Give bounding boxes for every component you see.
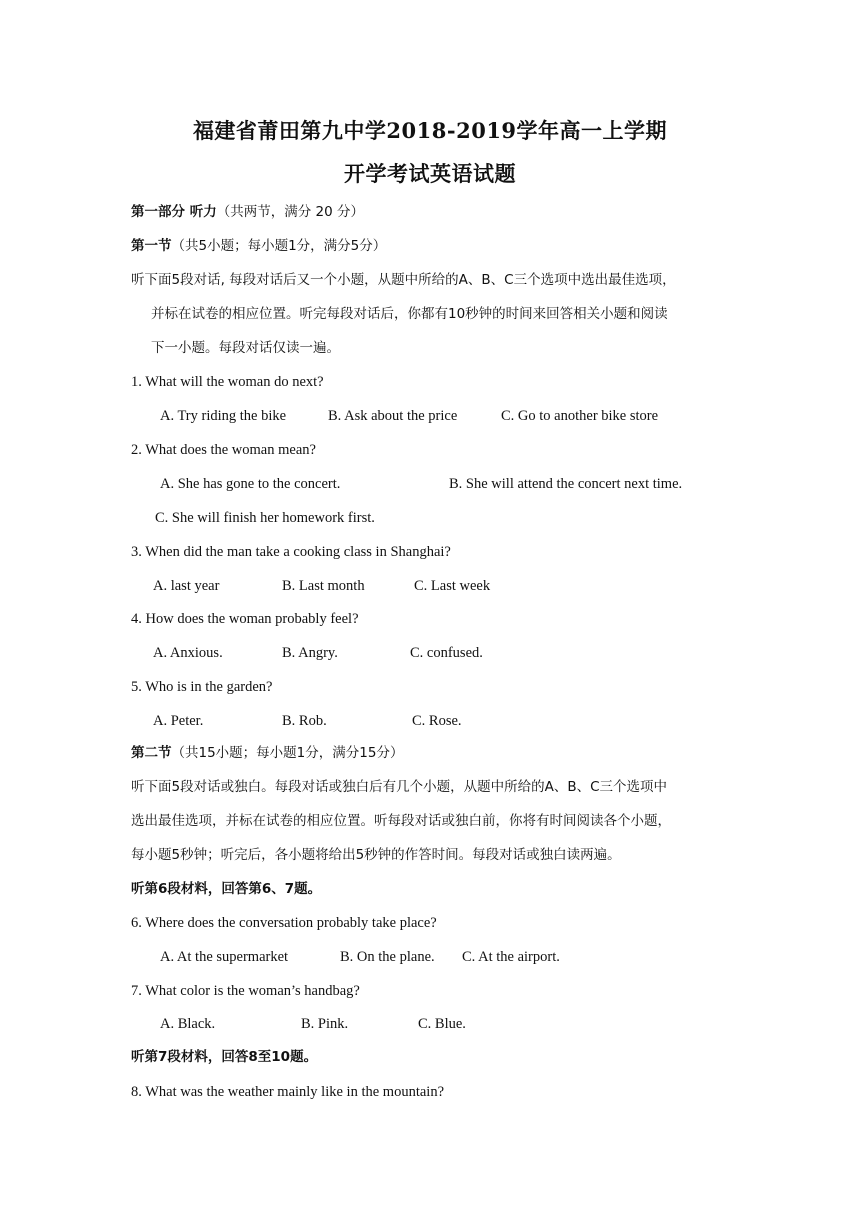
section1-instruction-line: 并标在试卷的相应位置。听完每段对话后，你都有10秒钟的时间来回答相关小题和阅读 (151, 306, 668, 322)
option-a: A. At the supermarket (160, 949, 289, 965)
option-b: B. Ask about the price (328, 408, 458, 424)
section1-instruction-line: 听下面5段对话, 每段对话后又一个小题，从题中所给的A、B、C三个选项中选出最佳选项， (131, 272, 676, 288)
question-stem: 7. What color is the woman’s handbag? (131, 983, 360, 999)
part1-heading-rest: （共两节，满分 20 分） (216, 204, 364, 220)
material-7-heading: 听第7段材料，回答8至10题。 (131, 1049, 318, 1065)
option-a: A. Peter. (153, 713, 204, 729)
exam-title-line1: 福建省莆田第九中学2018-2019学年高一上学期 (192, 118, 668, 143)
option-a: A. last year (153, 578, 220, 594)
section2-heading (131, 744, 403, 762)
option-b: B. On the plane. (340, 949, 435, 965)
section1-heading-rest: （共5小题；每小题1分，满分5分） (171, 238, 387, 254)
option-a: A. Anxious. (153, 645, 223, 661)
section2-heading-bold: 第二节 (131, 745, 172, 761)
section1-heading-bold: 第一节 (131, 238, 172, 254)
option-a: A. Try riding the bike (160, 408, 287, 424)
option-b: B. Angry. (282, 645, 338, 661)
part1-heading-bold: 第一部分 听力 (131, 204, 217, 220)
option-c: C. Go to another bike store (501, 408, 659, 424)
option-b: B. She will attend the concert next time. (449, 476, 683, 492)
question-stem: 2. What does the woman mean? (131, 442, 316, 458)
option-c: C. Last week (414, 578, 491, 594)
part1-heading (131, 203, 364, 221)
section2-instruction-line: 每小题5秒钟；听完后，各小题将给出5秒钟的作答时间。每段对话或独白读两遍。 (131, 847, 621, 863)
question-stem: 1. What will the woman do next? (131, 374, 324, 390)
section1-heading (131, 237, 386, 255)
option-c: C. She will finish her homework first. (155, 510, 375, 526)
question-stem: 3. When did the man take a cooking class in Shanghai? (131, 544, 451, 560)
section2-instruction-line: 选出最佳选项，并标在试卷的相应位置。听每段对话或独白前，你将有时间阅读各个小题， (131, 813, 671, 829)
section1-instruction-line: 下一小题。每段对话仅读一遍。 (151, 340, 340, 356)
section2-heading-rest: （共15小题；每小题1分，满分15分） (171, 745, 404, 761)
option-a: A. Black. (160, 1016, 216, 1032)
option-b: B. Rob. (282, 713, 327, 729)
option-c: C. Blue. (418, 1016, 466, 1032)
exam-title-line2: 开学考试英语试题 (344, 161, 516, 186)
option-b: B. Pink. (301, 1016, 349, 1032)
section2-instruction-line: 听下面5段对话或独白。每段对话或独白后有几个小题，从题中所给的A、B、C三个选项中 (131, 779, 668, 795)
option-b: B. Last month (282, 578, 365, 594)
material-6-heading: 听第6段材料，回答第6、7题。 (131, 881, 322, 897)
option-c: C. confused. (410, 645, 483, 661)
question-stem: 4. How does the woman probably feel? (131, 611, 359, 627)
option-c: C. At the airport. (462, 949, 560, 965)
question-stem: 8. What was the weather mainly like in the mountain? (131, 1084, 445, 1100)
option-c: C. Rose. (412, 713, 462, 729)
option-a: A. She has gone to the concert. (160, 476, 341, 492)
question-stem: 5. Who is in the garden? (131, 679, 273, 695)
question-stem: 6. Where does the conversation probably take place? (131, 915, 437, 931)
